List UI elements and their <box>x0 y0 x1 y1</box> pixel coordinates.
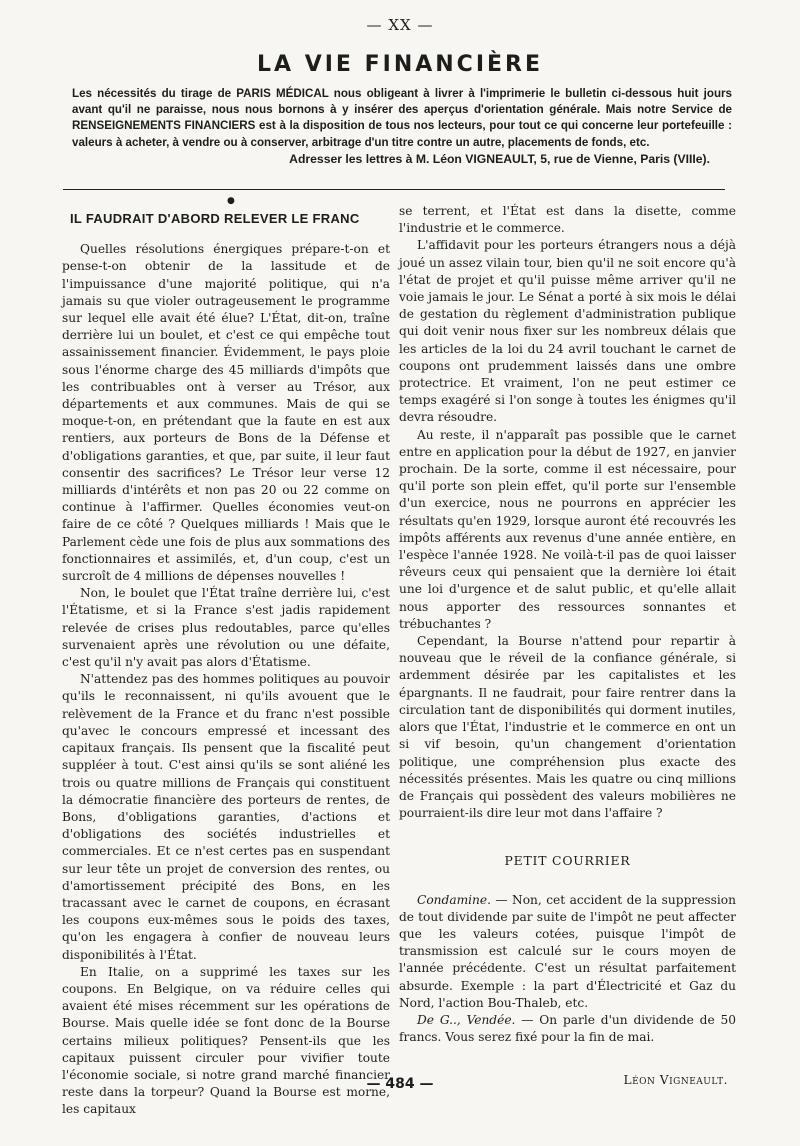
reply-recipient: De G.., Vendée. <box>417 1012 516 1027</box>
left-paragraph: En Italie, on a supprimé les taxes sur les coupons. En Belgique, on va réduire celles qui avaient été mises récemment sur les opérations de Bourse. Mais quelle idée se font donc de la Bourse certains milieux politiques? Pensent-ils que les capitaux puissent circuler pour vivifier toute l'économie sociale, si notre grand marché financier reste dans la torpeur? Quand la Bourse est morne, les capitaux <box>62 964 390 1117</box>
right-paragraph: Cependant, la Bourse n'attend pour repartir à nouveau que le réveil de la confiance générale, si ardemment désirée par les capitalistes et les épargnants. Il ne faudrait, pour faire rentrer dans la circulation tant de disponibilités qui dorment inutiles, alors que l'État, l'industrie et le commerce en ont un si vif besoin, qu'un changement d'orientation politique, une compréhension plus exacte des nécessités présentes. Mais les quatre ou cinq millions de Français qui possèdent des valeurs mobilières ne pourraient-ils dire leur mot dans l'affaire ? <box>399 634 736 821</box>
intro-address: Adresser les lettres à M. Léon VIGNEAULT, 5, rue de Vienne, Paris (VIIIe). <box>289 151 710 166</box>
horizontal-rule <box>63 189 725 190</box>
right-column <box>399 203 736 1090</box>
right-paragraph: Au reste, il n'apparaît pas possible que le carnet entre en application pour la début de 1927, en janvier prochain. De la sorte, comme il est nécessaire, pour qu'il porte son plein effet, qu'il porte sur l'ensemble d'un exercice, nous ne pourrons en apprécier les résultats qu'en 1929, lorsque auront été recouvrés les impôts afférents aux revenus d'une année entière, en l'espèce l'année 1928. Ne voilà-t-il pas de quoi laisser rêveurs ceux qui pensaient que la dernière loi était une loi d'urgence et de salut public, et qu'elle allait nous apporter des ressources sonnantes et trébuchantes ? <box>399 427 736 631</box>
right-paragraph: se terrent, et l'État est dans la disette, comme l'industrie et le commerce. <box>399 204 736 236</box>
author-signature: Léon Vigneault. <box>623 1073 728 1088</box>
left-column <box>62 210 390 1119</box>
intro-text: Les nécessités du tirage de PARIS MÉDICAL nous obligeant à livrer à l'imprimerie le bulletin ci-dessous huit jours avant qu'il ne paraisse, nous nous bornons à y insérer des aperçus d'orientation générale. Mais notre Service de RENSEIGNEMENTS FINANCIERS est à la disposition de tous nos lecteurs, pour tout ce qui concerne leur portefeuille : valeurs à acheter, à vendre ou à conserver, arbitrage d'un titre contre un autre, placements de fonds, etc. <box>72 87 732 149</box>
left-paragraph: Non, le boulet que l'État traîne derrière lui, c'est l'Étatisme, et si la France s'est jadis rapidement relevée de crises plus redoutables, parce qu'elles survenaient après une révolution ou une défaite, c'est qu'il n'y avait pas alors d'Étatisme. <box>62 586 390 670</box>
intro-notice <box>72 86 732 167</box>
section-title: LA VIE FINANCIÈRE <box>257 52 543 77</box>
right-paragraph: L'affidavit pour les porteurs étrangers nous a déjà joué un assez vilain tour, bien qu'il ne soit encore qu'à l'état de projet et qu'il puisse même arriver qu'il ne voie jamais le jour. Le Sénat a porté à six mois le délai de gestation du règlement d'administration publique qui doit venir nous fixer sur les nombreux délais que les articles de la loi du 24 avril touchant le carnet de coupons ont prudemment laissés dans une ombre protectrice. Et vraiment, l'on ne peut estimer ce temps exagéré si l'on songe à toutes les énigmes qu'il devra résoudre. <box>399 238 736 425</box>
reply-text: — On parle d'un dividende de 50 francs. Vous serez fixé pour la fin de mai. <box>399 1012 737 1045</box>
petit-courrier-heading: PETIT COURRIER <box>504 853 631 869</box>
left-paragraph: N'attendez pas des hommes politiques au pouvoir qu'ils le reconnaissent, ni qu'ils avouent que le relèvement de la France et du franc n'est possible qu'avec le concours empressé et incessant des capitaux français. Ils pensent que la fiscalité peut suppléer à tout. C'est ainsi qu'ils se sont aliéné les trois ou quatre millions de Français qui constituent la démocratie financière des porteurs de rentes, de Bons, d'obligations garanties, d'actions et d'obligations des sociétés industrielles et commerciales. Et ce n'est certes pas en suspendant sur leur tête un projet de conversion des rentes, ou d'amortissement précipité des Bons, en les tracassant avec le carnet de coupons, en écrasant les coupons eux-mêmes sous le poids des taxes, qu'on les engagera à confier de nouveau leurs disponibilités à l'État. <box>62 672 390 962</box>
courrier-reply <box>399 1012 736 1046</box>
reply-recipient: Condamine. <box>417 892 491 907</box>
article-heading: IL FAUDRAIT D'ABORD RELEVER LE FRANC <box>70 211 360 226</box>
reply-text: — Non, cet accident de la suppression de tout dividende par suite de l'impôt ne peut affecter que les valeurs cotées, puisque l'impôt de transmission est calculé sur le cours moyen de l'année précédente. C'est un résultat parfaitement absurde. Exemple : la part d'Électricité et Gaz du Nord, l'action Bou-Thaleb, etc. <box>399 892 736 1010</box>
roman-page-number: — XX — <box>366 16 434 34</box>
left-paragraph: Quelles résolutions énergiques prépare-t-on et pense-t-on obtenir de la lassitude et de l'impuissance d'une majorité politique, qui n'a jamais su que violer outrageusement le programme sur lequel elle avait été élue? L'État, dit-on, traîne derrière lui un boulet, et c'est ce qui empêche tout assainissement financier. Évidemment, le pays ploie sous l'énorme charge des 45 milliards d'impôts que les contribuables ont à verser au Trésor, aux départements et aux communes. Mais de qui se moque-t-on, en prétendant que la faute en est aux rentiers, aux porteurs de Bons de la Défense et d'obligations garanties, et que, par suite, il leur faut consentir des sacrifices? Le Trésor leur verse 12 milliards d'intérêts et non pas 20 ou 22 comme on continue à l'affirmer. Quelles économies veut-on faire de ce côté ? Quelques milliards ! Mais que le Parlement cède une fois de plus aux sommations des fonctionnaires et assimilés, et, d'un coup, c'est un surcroît de 4 millions de dépenses nouvelles ! <box>62 242 390 584</box>
page-number: — 484 — <box>366 1076 434 1092</box>
bullet-dot-icon: ● <box>227 196 235 206</box>
courrier-reply <box>399 892 736 1012</box>
